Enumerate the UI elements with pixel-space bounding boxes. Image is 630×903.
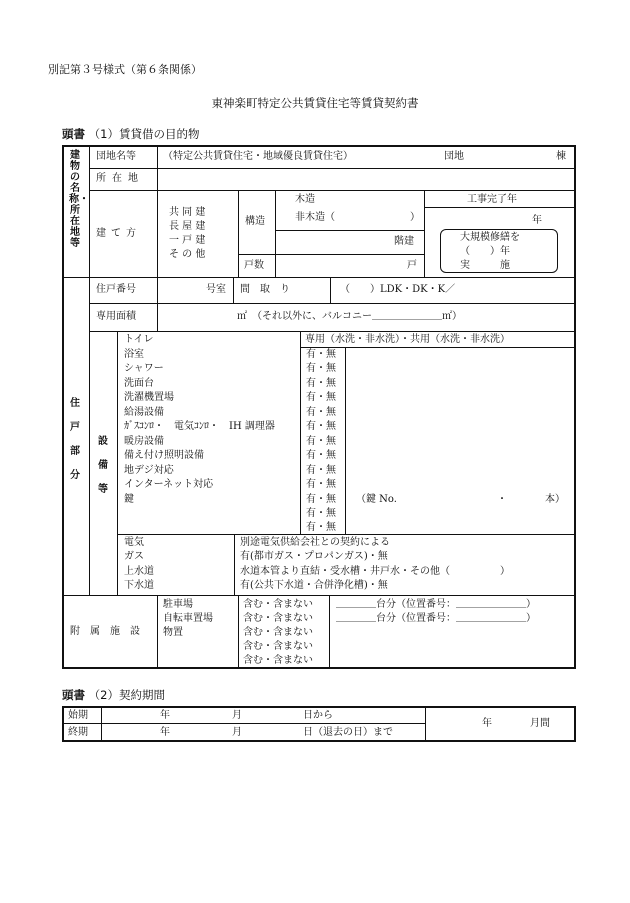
renovation-line-3: 実 施 (460, 260, 510, 271)
key-count: 本） (545, 494, 565, 505)
utility-value: 有(公共下水道・合併浄化槽)・無 (240, 580, 388, 591)
facility-item: 物置 (163, 627, 183, 638)
availability-choice: 有・無 (306, 407, 336, 418)
utility-label: 電気 (124, 537, 144, 548)
form-label: 別記第３号様式（第６条関係） (48, 63, 202, 76)
nonwood-label: 非木造（ (295, 212, 335, 223)
structure-label: 構造 (245, 216, 265, 227)
equipment-item: 洗面台 (124, 378, 154, 389)
building-heading: 建物の名称・所在地等 (69, 150, 89, 249)
availability-choice: 有・無 (306, 378, 336, 389)
layout-value: （ ）LDK・DK・K／ (340, 284, 456, 295)
name-label: 団地名等 (96, 151, 136, 162)
duration-months: 月間 (530, 718, 550, 729)
include-choice: 含む・含まない (243, 613, 313, 624)
document-title: 東神楽町特定公共賃貸住宅等賃貸契約書 (211, 96, 419, 110)
location-label: 所在地 (96, 173, 144, 184)
availability-choice: 有・無 (306, 450, 336, 461)
start-from: 日から (303, 710, 333, 721)
facility-item: 自転車置場 (163, 613, 213, 624)
start-year: 年 (160, 710, 170, 721)
build-type-2: 長 屋 建 (169, 221, 206, 232)
utility-value: 別途電気供給会社との契約による (240, 537, 390, 548)
availability-choice: 有・無 (306, 522, 336, 533)
include-choice: 含む・含まない (243, 655, 313, 666)
equipment-item: 洗濯機置場 (124, 392, 174, 403)
start-label: 始期 (68, 710, 88, 721)
end-year: 年 (160, 727, 170, 738)
equipment-heading: 設備等 (98, 436, 108, 495)
toilet-header: 専用（水洗・非水洗）・共用（水洗・非水洗） (305, 334, 510, 345)
bicycle-note: ＿＿＿＿台分（位置番号：＿＿＿＿＿＿＿） (336, 613, 536, 624)
build-type-3: 一 戸 建 (169, 235, 206, 246)
availability-choice: 有・無 (306, 436, 336, 447)
facility-label: 附 属 施 設 (70, 626, 140, 637)
section1-heading: 頭書 （1）賃貸借の目的物 (62, 127, 200, 141)
availability-choice: 有・無 (306, 494, 336, 505)
equipment-item: 浴室 (124, 349, 144, 360)
utility-value: 有(都市ガス・プロパンガス)・無 (240, 551, 388, 562)
parking-note: ＿＿＿＿台分（位置番号：＿＿＿＿＿＿＿） (336, 599, 536, 610)
layout-label: 間 取 り (240, 284, 290, 295)
completion-label: 工事完了年 (467, 194, 517, 205)
key-note: （鍵 No. (356, 494, 397, 505)
include-choice: 含む・含まない (243, 641, 313, 652)
renovation-line-2: （ ）年 (460, 246, 510, 257)
nonwood-close: ） (410, 212, 420, 223)
building-no-label: 棟 (556, 151, 566, 162)
unit-no-label: 住戸番号 (96, 284, 136, 295)
equipment-item: 給湯設備 (124, 407, 164, 418)
availability-choice: 有・無 (306, 363, 336, 374)
room-suffix: 号室 (206, 284, 226, 295)
units-label: 戸数 (244, 260, 264, 271)
availability-choice: 有・無 (306, 465, 336, 476)
utility-label: 下水道 (124, 580, 154, 591)
utility-value: 水道本管より直結・受水槽・井戸水・その他（ ） (240, 566, 510, 577)
unit-heading: 住戸部分 (70, 398, 80, 481)
units-suffix: 戸 (407, 260, 417, 271)
availability-choice: 有・無 (306, 421, 336, 432)
availability-choice: 有・無 (306, 349, 336, 360)
equipment-item: インターネット対応 (124, 479, 214, 490)
equipment-item: 地デジ対応 (124, 465, 174, 476)
availability-choice: 有・無 (306, 508, 336, 519)
build-type-1: 共 同 建 (169, 207, 206, 218)
end-until: 日（退去の日）まで (303, 727, 393, 738)
equipment-item: 暖房設備 (124, 436, 164, 447)
end-month: 月 (232, 727, 242, 738)
equipment-item: 備え付け照明設備 (124, 450, 204, 461)
floors-label: 階建 (394, 236, 414, 247)
equipment-item: トイレ (124, 334, 154, 345)
equipment-item: 鍵 (124, 494, 134, 505)
utility-label: 上水道 (124, 566, 154, 577)
include-choice: 含む・含まない (243, 599, 313, 610)
section2-heading: 頭書 （2）契約期間 (62, 688, 165, 702)
key-dot: ・ (497, 494, 507, 505)
utility-label: ガス (124, 551, 144, 562)
renovation-line-1: 大規模修繕を (460, 232, 520, 243)
duration-year: 年 (482, 718, 492, 729)
area-label: 専用面積 (96, 311, 136, 322)
build-label: 建て方 (96, 228, 141, 239)
availability-choice: 有・無 (306, 479, 336, 490)
area-value: ㎡ （それ以外に、バルコニー＿＿＿＿＿＿＿㎡） (237, 311, 462, 322)
name-value: （特定公共賃貸住宅・地域優良賃貸住宅） (163, 151, 353, 162)
build-type-4: そ の 他 (169, 249, 206, 260)
availability-choice: 有・無 (306, 392, 336, 403)
equipment-item: ｶﾞｽｺﾝﾛ・ 電気ｺﾝﾛ・ IH 調理器 (124, 421, 275, 432)
danchi-label: 団地 (444, 151, 464, 162)
include-choice: 含む・含まない (243, 627, 313, 638)
wood-label: 木造 (295, 194, 315, 205)
equipment-item: シャワー (124, 363, 164, 374)
completion-year: 年 (532, 215, 542, 226)
start-month: 月 (232, 710, 242, 721)
facility-item: 駐車場 (163, 599, 193, 610)
end-label: 終期 (68, 727, 88, 738)
